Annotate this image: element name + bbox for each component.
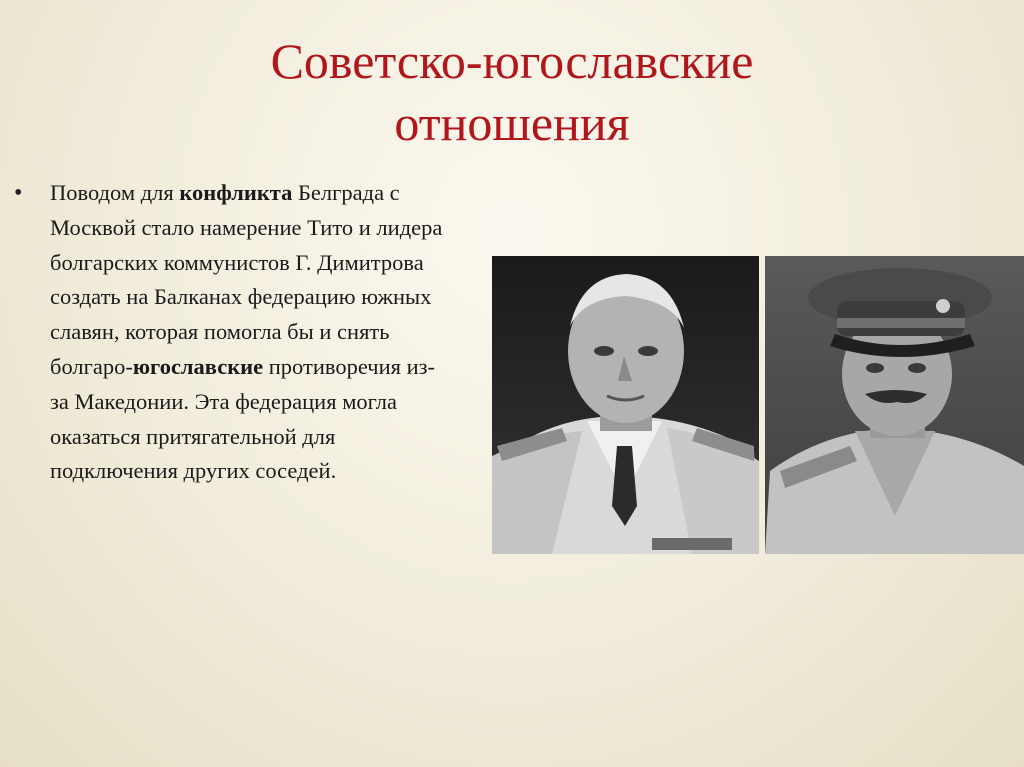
portrait-photo-left xyxy=(492,256,759,554)
text-segment-2: Белграда с Москвой стало намерение Тито и лидера болгарских коммунистов Г. Димитрова создать на Балканах федерацию южных славян, которая помогла бы и снять болгаро- xyxy=(50,180,443,379)
bold-yugoslav: югославские xyxy=(132,353,264,379)
bullet-marker: • xyxy=(14,180,23,206)
portrait-left-drawing xyxy=(492,256,759,554)
bold-conflict: конфликта xyxy=(179,180,293,205)
text-segment-3: противоречия из-за Македонии. Эта федерация могла оказаться притягательной для подключения других соседей. xyxy=(50,353,436,484)
photo-pair xyxy=(492,256,1024,554)
title-line-2: отношения xyxy=(394,95,630,151)
portrait-right-drawing xyxy=(765,256,1024,554)
portrait-photo-right xyxy=(765,256,1024,554)
slide-title xyxy=(0,30,1024,154)
title-line-1: Советско-югославские xyxy=(270,33,754,89)
body-paragraph xyxy=(50,176,450,489)
text-segment-1: Поводом для xyxy=(50,180,180,205)
